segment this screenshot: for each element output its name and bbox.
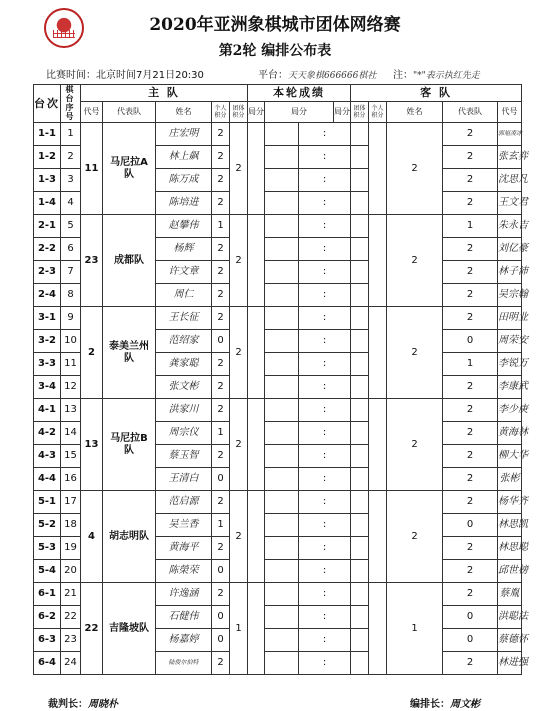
board-number: 6-4 (34, 652, 61, 675)
home-name-header: 姓名 (156, 101, 212, 122)
home-team-score-header: 团体 积分 (230, 101, 248, 122)
result-separator: : (299, 560, 351, 583)
away-team-score: 2 (387, 215, 443, 307)
board-order: 5 (61, 215, 81, 238)
result-separator: : (299, 330, 351, 353)
result-away-points (351, 468, 369, 491)
result-away-points (351, 560, 369, 583)
away-player-name: 李锐万 (498, 353, 522, 376)
result-home-points (265, 146, 299, 169)
result-separator: : (299, 606, 351, 629)
result-away-points (351, 583, 369, 606)
home-indiv-score-header: 个人 积分 (212, 101, 230, 122)
table-row (34, 399, 522, 422)
home-match-score-header: 局分 (248, 101, 265, 122)
home-team-col-header: 代表队 (103, 101, 156, 122)
board-number: 5-3 (34, 537, 61, 560)
board-order: 10 (61, 330, 81, 353)
home-player-name: 陆俊尔伯特 (156, 652, 212, 675)
home-player-score: 2 (212, 491, 230, 514)
away-player-score: 2 (443, 560, 498, 583)
away-player-score: 2 (443, 238, 498, 261)
home-player-name: 黄海平 (156, 537, 212, 560)
note (393, 66, 480, 81)
home-match-score (248, 399, 265, 491)
away-player-name: 林思凯 (498, 514, 522, 537)
away-player-score: 2 (443, 399, 498, 422)
board-number: 3-4 (34, 376, 61, 399)
away-player-name: 林子沛 (498, 261, 522, 284)
platform-value: 天天象棋666666棋社 (288, 71, 377, 81)
result-away-points (351, 537, 369, 560)
result-away-points (351, 307, 369, 330)
home-team-name: 吉隆坡队 (103, 583, 156, 675)
home-team-name: 马尼拉A队 (103, 123, 156, 215)
board-order: 18 (61, 514, 81, 537)
away-player-name: 林进强 (498, 652, 522, 675)
order-header: 棋台 序号 (61, 85, 81, 123)
away-name-header: 姓名 (387, 101, 443, 122)
board-number: 3-1 (34, 307, 61, 330)
home-team-code: 11 (81, 123, 103, 215)
result-away-points (351, 261, 369, 284)
board-number: 1-4 (34, 192, 61, 215)
result-away-points (351, 629, 369, 652)
result-separator: : (299, 261, 351, 284)
board-order: 20 (61, 560, 81, 583)
result-home-points (265, 261, 299, 284)
result-separator: : (299, 537, 351, 560)
board-order: 1 (61, 123, 81, 146)
result-separator: : (299, 123, 351, 146)
board-order: 11 (61, 353, 81, 376)
board-order: 22 (61, 606, 81, 629)
home-player-score: 2 (212, 583, 230, 606)
board-header: 台次 (34, 85, 61, 123)
home-player-name: 范绍家 (156, 330, 212, 353)
home-team-code: 23 (81, 215, 103, 307)
away-player-name: 李少庚 (498, 399, 522, 422)
away-player-name: 洪聪法 (498, 606, 522, 629)
away-player-name: 蔡德怀 (498, 629, 522, 652)
result-away-points (351, 422, 369, 445)
board-number: 6-2 (34, 606, 61, 629)
result-home-points (265, 353, 299, 376)
away-indiv-score-header: 个人 积分 (369, 101, 387, 122)
away-player-name: 郭旭凌冰 (498, 123, 522, 146)
home-team-name: 泰美兰州队 (103, 307, 156, 399)
platform (258, 66, 376, 81)
away-player-score: 0 (443, 514, 498, 537)
table-row (34, 491, 522, 514)
away-team-score: 2 (387, 399, 443, 491)
result-home-points (265, 330, 299, 353)
away-team-score-header: 团体 积分 (351, 101, 369, 122)
match-time: 比赛时间：北京时间7月21日20:30 (46, 70, 204, 81)
home-player-name: 石健伟 (156, 606, 212, 629)
result-home-points (265, 169, 299, 192)
home-player-score: 1 (212, 215, 230, 238)
result-separator: : (299, 468, 351, 491)
arranger-label: 编排长： (410, 699, 450, 710)
board-number: 2-3 (34, 261, 61, 284)
away-player-name: 吴宗翰 (498, 284, 522, 307)
home-code-header: 代号 (81, 101, 103, 122)
result-separator: : (299, 376, 351, 399)
away-player-score: 2 (443, 123, 498, 146)
result-home-points (265, 652, 299, 675)
board-order: 23 (61, 629, 81, 652)
home-player-score: 2 (212, 146, 230, 169)
board-number: 4-4 (34, 468, 61, 491)
home-player-score: 2 (212, 192, 230, 215)
home-player-name: 赵攀伟 (156, 215, 212, 238)
board-number: 5-4 (34, 560, 61, 583)
board-number: 5-1 (34, 491, 61, 514)
home-player-score: 2 (212, 123, 230, 146)
away-match-score (369, 399, 387, 491)
home-player-score: 2 (212, 238, 230, 261)
table-row (34, 123, 522, 146)
away-player-name: 沈思凡 (498, 169, 522, 192)
away-player-score: 2 (443, 422, 498, 445)
result-home-points (265, 422, 299, 445)
board-order: 2 (61, 146, 81, 169)
home-team-score: 2 (230, 491, 248, 583)
away-player-name: 周荣安 (498, 330, 522, 353)
result-separator: : (299, 307, 351, 330)
home-player-score: 2 (212, 399, 230, 422)
note-value: "*"表示执红先走 (413, 71, 480, 81)
board-order: 3 (61, 169, 81, 192)
referee (48, 695, 118, 710)
away-player-score: 2 (443, 284, 498, 307)
result-separator: : (299, 215, 351, 238)
board-number: 2-1 (34, 215, 61, 238)
result-home-points (265, 445, 299, 468)
away-player-score: 0 (443, 606, 498, 629)
board-number: 3-3 (34, 353, 61, 376)
away-player-score: 2 (443, 146, 498, 169)
away-player-name: 柳大华 (498, 445, 522, 468)
home-player-name: 庄宏明 (156, 123, 212, 146)
board-order: 21 (61, 583, 81, 606)
home-player-name: 周仁 (156, 284, 212, 307)
home-team-score: 2 (230, 307, 248, 399)
home-player-name: 吴兰香 (156, 514, 212, 537)
away-player-score: 2 (443, 491, 498, 514)
away-match-score (369, 307, 387, 399)
away-player-name: 林思聪 (498, 537, 522, 560)
away-match-score (369, 583, 387, 675)
away-player-name: 王文君 (498, 192, 522, 215)
result-away-points (351, 399, 369, 422)
away-player-name: 朱永吉 (498, 215, 522, 238)
home-player-score: 2 (212, 537, 230, 560)
home-match-score (248, 123, 265, 215)
result-home-points (265, 583, 299, 606)
board-number: 6-1 (34, 583, 61, 606)
note-label: 注： (393, 70, 413, 81)
home-player-name: 洪家川 (156, 399, 212, 422)
board-order: 15 (61, 445, 81, 468)
away-player-score: 0 (443, 629, 498, 652)
board-number: 5-2 (34, 514, 61, 537)
home-match-score (248, 307, 265, 399)
home-player-score: 0 (212, 468, 230, 491)
away-player-score: 0 (443, 330, 498, 353)
referee-name: 周晓朴 (88, 699, 118, 710)
home-player-name: 陈培进 (156, 192, 212, 215)
board-number: 4-2 (34, 422, 61, 445)
away-player-score: 2 (443, 652, 498, 675)
home-team-score: 2 (230, 123, 248, 215)
away-team-score: 2 (387, 307, 443, 399)
board-number: 2-4 (34, 284, 61, 307)
page-title: 2020年亚洲象棋城市团体网络赛 (149, 15, 401, 35)
away-player-score: 1 (443, 353, 498, 376)
away-player-score: 2 (443, 261, 498, 284)
home-player-score: 2 (212, 652, 230, 675)
board-order: 16 (61, 468, 81, 491)
result-home-points (265, 399, 299, 422)
away-match-score (369, 491, 387, 583)
home-match-score (248, 491, 265, 583)
home-player-score: 2 (212, 376, 230, 399)
home-player-score: 0 (212, 606, 230, 629)
board-number: 1-2 (34, 146, 61, 169)
away-player-name: 黄海林 (498, 422, 522, 445)
board-number: 2-2 (34, 238, 61, 261)
result-separator: : (299, 284, 351, 307)
board-order: 8 (61, 284, 81, 307)
result-separator: : (299, 491, 351, 514)
home-player-name: 许文章 (156, 261, 212, 284)
board-order: 4 (61, 192, 81, 215)
result-match-score-header: 局分 (265, 101, 334, 122)
result-separator: : (299, 169, 351, 192)
page-subtitle: 第2轮 编排公布表 (218, 43, 332, 59)
home-player-name: 陈榮荣 (156, 560, 212, 583)
home-team-code: 4 (81, 491, 103, 583)
board-number: 3-2 (34, 330, 61, 353)
home-player-name: 王清白 (156, 468, 212, 491)
table-row (34, 215, 522, 238)
result-home-points (265, 468, 299, 491)
result-home-points (265, 537, 299, 560)
result-away-points (351, 376, 369, 399)
result-home-points (265, 560, 299, 583)
result-home-points (265, 284, 299, 307)
away-player-score: 2 (443, 376, 498, 399)
result-away-points (351, 606, 369, 629)
board-number: 6-3 (34, 629, 61, 652)
result-home-points (265, 215, 299, 238)
home-player-name: 张文彬 (156, 376, 212, 399)
home-team-name: 胡志明队 (103, 491, 156, 583)
away-player-score: 2 (443, 192, 498, 215)
result-away-points (351, 514, 369, 537)
result-home-points (265, 491, 299, 514)
result-away-points (351, 238, 369, 261)
result-home-points (265, 606, 299, 629)
home-team-score: 2 (230, 399, 248, 491)
result-away-points (351, 353, 369, 376)
home-player-score: 1 (212, 422, 230, 445)
away-player-score: 2 (443, 169, 498, 192)
away-player-name: 李康武 (498, 376, 522, 399)
result-away-points (351, 491, 369, 514)
away-match-score (369, 215, 387, 307)
away-player-score: 2 (443, 537, 498, 560)
result-home-points (265, 514, 299, 537)
home-player-score: 0 (212, 330, 230, 353)
away-team-score: 2 (387, 491, 443, 583)
home-player-name: 林上飙 (156, 146, 212, 169)
result-home-points (265, 123, 299, 146)
away-player-score: 2 (443, 307, 498, 330)
result-away-points (351, 215, 369, 238)
away-player-name: 蔡胤 (498, 583, 522, 606)
away-player-score: 2 (443, 583, 498, 606)
board-order: 17 (61, 491, 81, 514)
home-team-name: 马尼拉B队 (103, 399, 156, 491)
result-separator: : (299, 192, 351, 215)
home-player-score: 0 (212, 629, 230, 652)
result-away-points (351, 284, 369, 307)
result-separator: : (299, 399, 351, 422)
referee-label: 裁判长： (48, 699, 88, 710)
board-order: 6 (61, 238, 81, 261)
away-player-score: 1 (443, 215, 498, 238)
result-away-points (351, 652, 369, 675)
result-away-points (351, 146, 369, 169)
home-player-score: 1 (212, 514, 230, 537)
arranger-name: 周文彬 (450, 699, 480, 710)
result-home-points (265, 376, 299, 399)
result-separator: : (299, 238, 351, 261)
home-player-score: 2 (212, 261, 230, 284)
away-player-name: 张玄弈 (498, 146, 522, 169)
result-home-points (265, 238, 299, 261)
result-separator: : (299, 353, 351, 376)
home-team-header: 主 队 (81, 85, 248, 102)
away-player-name: 刘亿豪 (498, 238, 522, 261)
result-separator: : (299, 583, 351, 606)
home-player-name: 许逸涵 (156, 583, 212, 606)
home-player-name: 陈万成 (156, 169, 212, 192)
result-away-points (351, 192, 369, 215)
home-player-name: 杨嘉婷 (156, 629, 212, 652)
away-player-score: 2 (443, 445, 498, 468)
home-match-score (248, 583, 265, 675)
result-away-points (351, 445, 369, 468)
board-number: 1-3 (34, 169, 61, 192)
result-separator: : (299, 514, 351, 537)
away-player-score: 2 (443, 468, 498, 491)
board-number: 4-1 (34, 399, 61, 422)
board-number: 1-1 (34, 123, 61, 146)
away-player-name: 张彬 (498, 468, 522, 491)
home-team-code: 13 (81, 399, 103, 491)
result-separator: : (299, 445, 351, 468)
away-team-score: 2 (387, 123, 443, 215)
home-player-name: 王长征 (156, 307, 212, 330)
table-row (34, 583, 522, 606)
away-team-header: 客 队 (351, 85, 522, 102)
platform-label: 平台： (258, 70, 288, 81)
result-separator: : (299, 146, 351, 169)
home-match-score (248, 215, 265, 307)
result-home-points (265, 307, 299, 330)
home-team-code: 2 (81, 307, 103, 399)
board-number: 4-3 (34, 445, 61, 468)
away-player-name: 邱世榜 (498, 560, 522, 583)
home-player-score: 0 (212, 560, 230, 583)
board-order: 13 (61, 399, 81, 422)
table-row (34, 307, 522, 330)
home-team-code: 22 (81, 583, 103, 675)
board-order: 24 (61, 652, 81, 675)
board-order: 9 (61, 307, 81, 330)
home-player-name: 龚家聪 (156, 353, 212, 376)
result-header: 本轮成绩 (248, 85, 351, 102)
away-match-score-header: 局分 (334, 101, 351, 122)
home-player-name: 杨辉 (156, 238, 212, 261)
home-player-name: 蔡玉智 (156, 445, 212, 468)
away-player-name: 杨华齐 (498, 491, 522, 514)
away-code-header: 代号 (498, 101, 522, 122)
result-home-points (265, 629, 299, 652)
result-separator: : (299, 629, 351, 652)
board-order: 14 (61, 422, 81, 445)
away-team-col-header: 代表队 (443, 101, 498, 122)
result-away-points (351, 123, 369, 146)
away-player-name: 田明业 (498, 307, 522, 330)
home-team-score: 2 (230, 215, 248, 307)
board-order: 7 (61, 261, 81, 284)
result-home-points (265, 192, 299, 215)
home-player-name: 范启源 (156, 491, 212, 514)
home-player-score: 2 (212, 284, 230, 307)
away-match-score (369, 123, 387, 215)
board-order: 19 (61, 537, 81, 560)
board-order: 12 (61, 376, 81, 399)
result-away-points (351, 330, 369, 353)
arranger (410, 695, 480, 710)
home-team-score: 1 (230, 583, 248, 675)
home-player-score: 2 (212, 445, 230, 468)
home-team-name: 成都队 (103, 215, 156, 307)
home-player-score: 2 (212, 307, 230, 330)
pairing-table (33, 84, 529, 675)
home-player-score: 2 (212, 169, 230, 192)
result-separator: : (299, 422, 351, 445)
home-player-score: 2 (212, 353, 230, 376)
result-away-points (351, 169, 369, 192)
result-separator: : (299, 652, 351, 675)
away-team-score: 1 (387, 583, 443, 675)
home-player-name: 周宗仪 (156, 422, 212, 445)
